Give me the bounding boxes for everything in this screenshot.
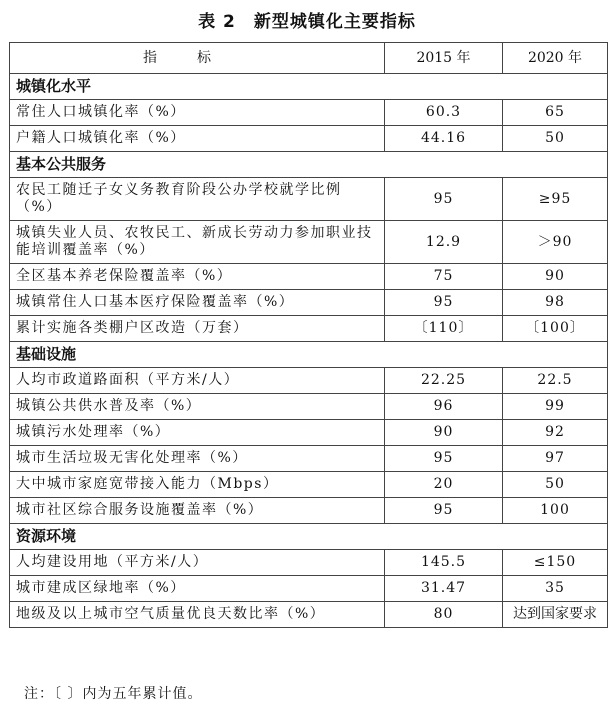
value-2020: 65 bbox=[503, 100, 608, 126]
table-number: 表 2 bbox=[198, 12, 236, 32]
section-row bbox=[10, 74, 608, 100]
value-2015: 95 bbox=[385, 290, 503, 316]
value-2015: 44.16 bbox=[385, 126, 503, 152]
value-2020: 〔100〕 bbox=[503, 316, 608, 342]
table-row bbox=[10, 498, 608, 524]
table-title-text: 新型城镇化主要指标 bbox=[253, 12, 416, 32]
value-2015: 31.47 bbox=[385, 576, 503, 602]
value-2020: 90 bbox=[503, 264, 608, 290]
value-2020: ≥95 bbox=[503, 178, 608, 221]
row-label: 城镇污水处理率（%） bbox=[10, 420, 385, 446]
value-2015: 22.25 bbox=[385, 368, 503, 394]
table-row bbox=[10, 221, 608, 264]
value-2020: 50 bbox=[503, 472, 608, 498]
table-row bbox=[10, 126, 608, 152]
section-heading: 基础设施 bbox=[10, 342, 608, 368]
header-2015: 2015 年 bbox=[385, 43, 503, 74]
table-row bbox=[10, 316, 608, 342]
value-2020: 98 bbox=[503, 290, 608, 316]
table-row bbox=[10, 394, 608, 420]
value-2015: 20 bbox=[385, 472, 503, 498]
row-label: 城市社区综合服务设施覆盖率（%） bbox=[10, 498, 385, 524]
row-label: 城市建成区绿地率（%） bbox=[10, 576, 385, 602]
table-row bbox=[10, 264, 608, 290]
row-label: 农民工随迁子女义务教育阶段公办学校就学比例（%） bbox=[10, 178, 385, 221]
value-2015: 12.9 bbox=[385, 221, 503, 264]
table-note: 注：〔 〕内为五年累计值。 bbox=[24, 686, 203, 702]
value-2015: 95 bbox=[385, 498, 503, 524]
table-row bbox=[10, 550, 608, 576]
table-row bbox=[10, 368, 608, 394]
value-2015: 75 bbox=[385, 264, 503, 290]
section-heading: 资源环境 bbox=[10, 524, 608, 550]
value-2020: ≤150 bbox=[503, 550, 608, 576]
row-label: 常住人口城镇化率（%） bbox=[10, 100, 385, 126]
value-2020: 92 bbox=[503, 420, 608, 446]
value-2015: 95 bbox=[385, 178, 503, 221]
value-2015: 80 bbox=[385, 602, 503, 628]
value-2015: 95 bbox=[385, 446, 503, 472]
value-2015: 90 bbox=[385, 420, 503, 446]
value-2015: 〔110〕 bbox=[385, 316, 503, 342]
row-label: 城镇失业人员、农牧民工、新成长劳动力参加职业技能培训覆盖率（%） bbox=[10, 221, 385, 264]
table-row bbox=[10, 100, 608, 126]
row-label: 人均市政道路面积（平方米/人） bbox=[10, 368, 385, 394]
value-2015: 60.3 bbox=[385, 100, 503, 126]
value-2020: 50 bbox=[503, 126, 608, 152]
value-2020: 100 bbox=[503, 498, 608, 524]
value-2020: 22.5 bbox=[503, 368, 608, 394]
header-indicator: 指标 bbox=[10, 43, 385, 74]
table-row bbox=[10, 472, 608, 498]
row-label: 全区基本养老保险覆盖率（%） bbox=[10, 264, 385, 290]
value-2020: 达到国家要求 bbox=[503, 602, 608, 628]
value-2020: ＞90 bbox=[503, 221, 608, 264]
value-2020: 97 bbox=[503, 446, 608, 472]
row-label: 户籍人口城镇化率（%） bbox=[10, 126, 385, 152]
section-heading: 城镇化水平 bbox=[10, 74, 608, 100]
row-label: 城镇公共供水普及率（%） bbox=[10, 394, 385, 420]
section-row bbox=[10, 342, 608, 368]
table-row bbox=[10, 602, 608, 628]
table-row bbox=[10, 420, 608, 446]
table-row bbox=[10, 576, 608, 602]
value-2015: 145.5 bbox=[385, 550, 503, 576]
table-header-row bbox=[10, 43, 608, 74]
table-title bbox=[0, 7, 614, 32]
section-row bbox=[10, 152, 608, 178]
section-row bbox=[10, 524, 608, 550]
value-2020: 99 bbox=[503, 394, 608, 420]
indicator-table bbox=[9, 42, 608, 628]
value-2020: 35 bbox=[503, 576, 608, 602]
table-row bbox=[10, 290, 608, 316]
row-label: 大中城市家庭宽带接入能力（Mbps） bbox=[10, 472, 385, 498]
header-2020: 2020 年 bbox=[503, 43, 608, 74]
table-row bbox=[10, 178, 608, 221]
row-label: 累计实施各类棚户区改造（万套） bbox=[10, 316, 385, 342]
section-heading: 基本公共服务 bbox=[10, 152, 608, 178]
value-2015: 96 bbox=[385, 394, 503, 420]
table-row bbox=[10, 446, 608, 472]
row-label: 城市生活垃圾无害化处理率（%） bbox=[10, 446, 385, 472]
row-label: 城镇常住人口基本医疗保险覆盖率（%） bbox=[10, 290, 385, 316]
row-label: 人均建设用地（平方米/人） bbox=[10, 550, 385, 576]
row-label: 地级及以上城市空气质量优良天数比率（%） bbox=[10, 602, 385, 628]
